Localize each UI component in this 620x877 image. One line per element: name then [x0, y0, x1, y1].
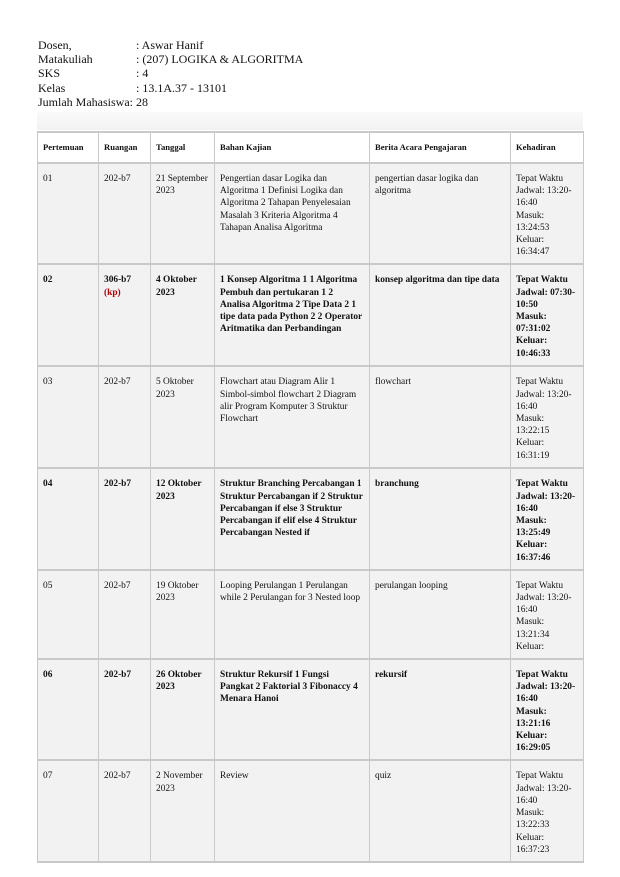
- ruangan-code: 202-b7: [104, 771, 131, 782]
- pertemuan-cell: [38, 570, 99, 659]
- col-header-ruangan: Ruangan: [99, 132, 151, 163]
- kehadiran-status: Tepat Waktu: [516, 479, 568, 490]
- table-row: [38, 468, 584, 569]
- berita-acara-text: flowchart: [375, 377, 411, 388]
- kehadiran-jadwal: Jadwal: 13:20-16:40: [516, 186, 572, 209]
- tanggal-cell: [151, 468, 215, 569]
- pertemuan-cell: [38, 163, 99, 264]
- header-divider-strip: [37, 112, 583, 130]
- kehadiran-cell: [511, 468, 584, 569]
- kehadiran-masuk: Masuk: 13:21:34: [516, 617, 550, 640]
- course-header: [38, 38, 303, 109]
- ruangan-cell: [99, 468, 151, 569]
- kehadiran-status: Tepat Waktu: [516, 275, 568, 286]
- kehadiran-keluar: Keluar: 10:46:33: [516, 336, 551, 359]
- matakuliah-label: Matakuliah: [38, 52, 93, 67]
- bahan-kajian-text: Struktur Rekursif 1 Fungsi Pangkat 2 Faktorial 3 Fibonaccy 4 Menara Hanoi: [220, 670, 358, 705]
- kehadiran-keluar: Keluar: 16:31:19: [516, 438, 550, 461]
- berita-acara-cell: [370, 366, 511, 468]
- matakuliah-row: [38, 52, 303, 66]
- bahan-kajian-text: Pengertian dasar Logika dan Algoritma 1 Definisi Logika dan Algoritma 2 Tahapan Penyelesaian Masalah 3 Kriteria Algoritma 4 Tahapan Analisa Algoritma: [220, 174, 351, 233]
- bahan-kajian-text: Flowchart atau Diagram Alir 1 Simbol-simbol flowchart 2 Diagram alir Program Komputer 3 Struktur Flowchart: [220, 377, 357, 425]
- kelas-value: : 13.1A.37 - 13101: [136, 80, 227, 95]
- kehadiran-status: Tepat Waktu: [516, 580, 564, 591]
- kehadiran-cell: [511, 163, 584, 264]
- kehadiran-cell: [511, 659, 584, 760]
- bahan-kajian-text: Review: [220, 771, 249, 782]
- pertemuan-cell: [38, 468, 99, 569]
- pertemuan-number: 02: [43, 275, 53, 286]
- bahan-kajian-cell: [215, 760, 370, 861]
- pertemuan-number: 06: [43, 670, 53, 681]
- dosen-label: Dosen,: [38, 38, 72, 52]
- ruangan-code: 202-b7: [104, 580, 131, 591]
- col-header-pertemuan: Pertemuan: [38, 132, 99, 163]
- kehadiran-status: Tepat Waktu: [516, 670, 568, 681]
- kehadiran-keluar: Keluar: 16:29:05: [516, 731, 551, 754]
- tanggal-text: 26 Oktober 2023: [156, 670, 202, 693]
- tanggal-text: 21 September 2023: [156, 174, 208, 197]
- tanggal-cell: [151, 760, 215, 861]
- tanggal-cell: [151, 659, 215, 760]
- berita-acara-cell: [370, 468, 511, 569]
- kehadiran-keluar: Keluar: 16:37:46: [516, 540, 551, 563]
- ruangan-code: 202-b7: [104, 670, 132, 681]
- table-row: [38, 659, 584, 760]
- kehadiran-keluar: Keluar: 16:37:23: [516, 832, 550, 855]
- ruangan-cell: [99, 366, 151, 468]
- col-header-bahan-kajian: Bahan Kajian: [215, 132, 370, 163]
- pertemuan-cell: [38, 264, 99, 366]
- tanggal-cell: [151, 366, 215, 468]
- kehadiran-cell: [511, 366, 584, 468]
- dosen-row: [38, 38, 303, 52]
- kehadiran-masuk: Masuk: 13:22:33: [516, 808, 550, 831]
- ruangan-code: 306-b7: [104, 275, 132, 286]
- pertemuan-cell: [38, 659, 99, 760]
- kehadiran-status: Tepat Waktu: [516, 771, 564, 782]
- bahan-kajian-cell: [215, 366, 370, 468]
- berita-acara-text: rekursif: [375, 670, 408, 681]
- berita-acara-text: pengertian dasar logika dan algoritma: [375, 174, 479, 197]
- table-row: [38, 163, 584, 264]
- tanggal-cell: [151, 163, 215, 264]
- berita-acara-cell: [370, 163, 511, 264]
- kehadiran-jadwal: Jadwal: 13:20-16:40: [516, 389, 572, 412]
- col-header-tanggal: Tanggal: [151, 132, 215, 163]
- pertemuan-cell: [38, 366, 99, 468]
- table-header-row: [38, 132, 584, 163]
- pertemuan-number: 01: [43, 174, 53, 184]
- pertemuan-number: 05: [43, 580, 53, 591]
- ruangan-code: 202-b7: [104, 174, 131, 184]
- tanggal-text: 12 Oktober 2023: [156, 479, 202, 502]
- bahan-kajian-cell: [215, 659, 370, 760]
- bahan-kajian-cell: [215, 163, 370, 264]
- pertemuan-number: 03: [43, 377, 53, 388]
- kehadiran-jadwal: Jadwal: 13:20-16:40: [516, 491, 576, 514]
- berita-acara-cell: [370, 659, 511, 760]
- bahan-kajian-text: Struktur Branching Percabangan 1 Struktur Percabangan if 2 Struktur Percabangan if else 3 Struktur Percabangan if elif else 4 Struktur Percabangan Nested if: [220, 479, 363, 539]
- pertemuan-number: 07: [43, 771, 53, 782]
- bahan-kajian-cell: [215, 468, 370, 569]
- ruangan-note: (kp): [104, 287, 121, 298]
- berita-acara-cell: [370, 570, 511, 659]
- ruangan-cell: [99, 264, 151, 366]
- table-row: [38, 760, 584, 861]
- tanggal-text: 4 Oktober 2023: [156, 275, 197, 298]
- matakuliah-value: : (207) LOGIKA & ALGORITMA: [136, 52, 304, 67]
- kehadiran-jadwal: Jadwal: 13:20-16:40: [516, 682, 576, 705]
- kehadiran-jadwal: Jadwal: 13:20-16:40: [516, 783, 572, 806]
- sks-label: SKS: [38, 66, 61, 81]
- tanggal-text: 19 Oktober 2023: [156, 580, 199, 604]
- tanggal-text: 5 Oktober 2023: [156, 377, 194, 400]
- berita-acara-text: quiz: [375, 771, 392, 782]
- kehadiran-status: Tepat Waktu: [516, 174, 564, 184]
- ruangan-cell: [99, 760, 151, 861]
- kehadiran-keluar: Keluar: 16:34:47: [516, 235, 550, 258]
- jumlah-value: : 28: [129, 94, 148, 109]
- table-row: [38, 264, 584, 366]
- bahan-kajian-text: Looping Perulangan 1 Perulangan while 2 Perulangan for 3 Nested loop: [220, 580, 361, 604]
- table-row: [38, 366, 584, 468]
- kehadiran-cell: [511, 760, 584, 861]
- berita-acara-text: konsep algoritma dan tipe data: [375, 275, 500, 286]
- berita-acara-cell: [370, 264, 511, 366]
- col-header-berita-acara: Berita Acara Pengajaran: [370, 132, 511, 163]
- kehadiran-masuk: Masuk: 13:25:49: [516, 516, 551, 539]
- kehadiran-masuk: Masuk: 13:21:16: [516, 706, 551, 729]
- sks-value: : 4: [136, 66, 149, 81]
- tanggal-cell: [151, 570, 215, 659]
- kehadiran-cell: [511, 264, 584, 366]
- kehadiran-masuk: Masuk: 07:31:02: [516, 312, 551, 335]
- attendance-table: [37, 131, 584, 863]
- kehadiran-cell: [511, 570, 584, 659]
- kehadiran-status: Tepat Waktu: [516, 377, 564, 388]
- bahan-kajian-cell: [215, 570, 370, 659]
- tanggal-text: 2 November 2023: [156, 771, 203, 794]
- pertemuan-number: 04: [43, 479, 53, 490]
- dosen-value: : Aswar Hanif: [136, 38, 204, 52]
- kelas-row: [38, 81, 303, 95]
- col-header-kehadiran: Kehadiran: [511, 132, 584, 163]
- bahan-kajian-cell: [215, 264, 370, 366]
- sks-row: [38, 66, 303, 80]
- ruangan-cell: [99, 570, 151, 659]
- tanggal-cell: [151, 264, 215, 366]
- berita-acara-text: branchung: [375, 479, 419, 490]
- kehadiran-masuk: Masuk: 13:22:15: [516, 414, 550, 437]
- kelas-label: Kelas: [38, 80, 66, 95]
- kehadiran-keluar: Keluar:: [516, 641, 545, 652]
- berita-acara-cell: [370, 760, 511, 861]
- bahan-kajian-text: 1 Konsep Algoritma 1 1 Algoritma Pembuh dan pertukaran 1 2 Analisa Algoritma 2 Tipe Data 2 1 tipe data pada Python 2 2 Operator Aritmatika dan Perbandingan: [220, 275, 363, 335]
- kehadiran-masuk: Masuk: 13:24:53: [516, 210, 550, 233]
- kehadiran-jadwal: Jadwal: 07:30-10:50: [516, 287, 576, 310]
- pertemuan-cell: [38, 760, 99, 861]
- ruangan-code: 202-b7: [104, 377, 131, 388]
- kehadiran-jadwal: Jadwal: 13:20-16:40: [516, 593, 572, 616]
- jumlah-label: Jumlah Mahasiswa: [38, 94, 130, 109]
- ruangan-code: 202-b7: [104, 479, 132, 490]
- berita-acara-text: perulangan looping: [375, 580, 448, 591]
- ruangan-cell: [99, 163, 151, 264]
- jumlah-row: [38, 95, 303, 109]
- ruangan-cell: [99, 659, 151, 760]
- table-row: [38, 570, 584, 659]
